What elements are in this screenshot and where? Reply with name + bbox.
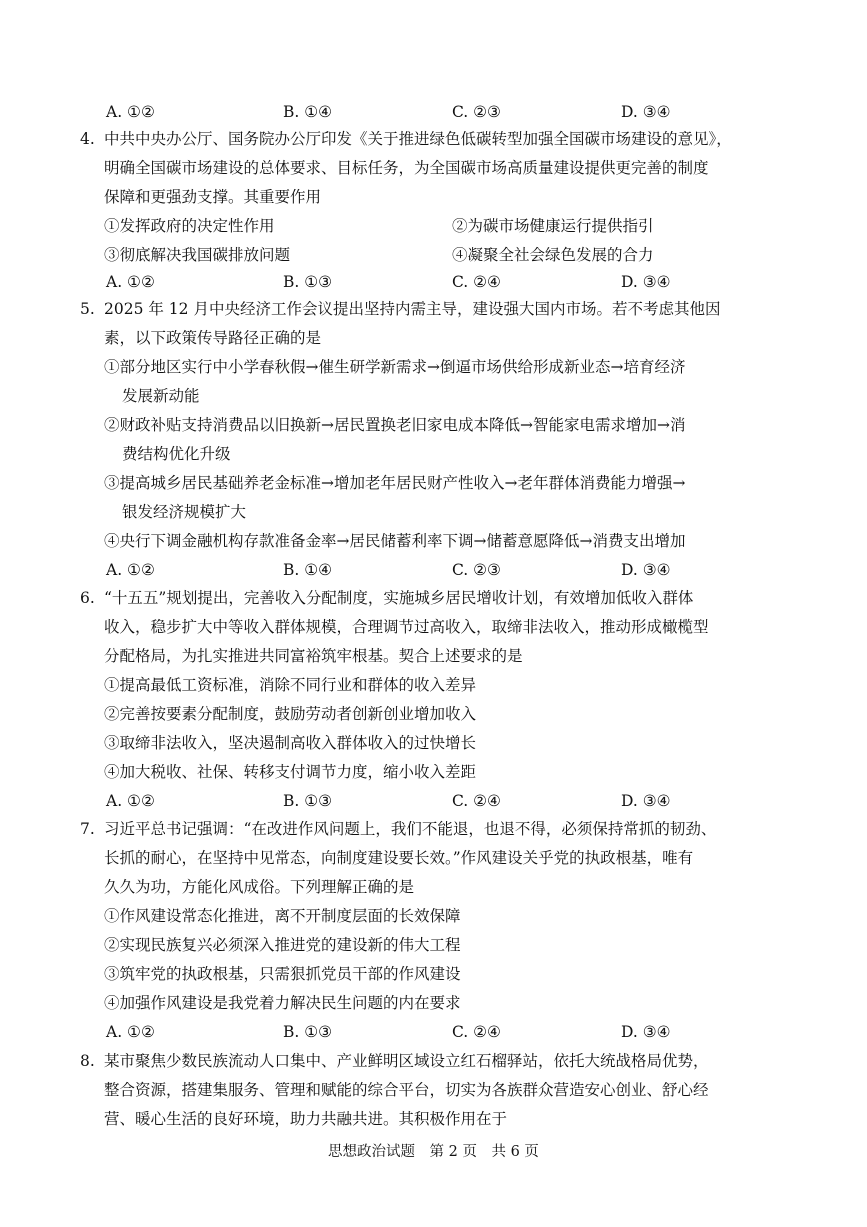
q7-option-a: A. ①② xyxy=(106,1023,155,1041)
q4-option-d: D. ③④ xyxy=(621,273,671,291)
q8-stem-line-1: 某市聚焦少数民族流动人口集中、产业鲜明区域设立红石榴驿站，依托大统战格局优势， xyxy=(104,1052,709,1070)
q6-statement-1: ①提高最低工资标准，消除不同行业和群体的收入差异 xyxy=(104,676,477,694)
q4-number: 4. xyxy=(80,130,95,148)
q8-stem-line-3: 营、暖心生活的良好环境，助力共融共进。其积极作用在于 xyxy=(104,1110,508,1128)
q7-option-c: C. ②④ xyxy=(452,1023,501,1041)
q6-number: 6. xyxy=(80,589,95,607)
q7-stem-line-2: 长抓的耐心，在坚持中见常态，向制度建设要长效。”作风建设关乎党的执政根基，唯有 xyxy=(104,849,694,867)
q4-stem-line-1: 中共中央办公厅、国务院办公厅印发《关于推进绿色低碳转型加强全国碳市场建设的意见》， xyxy=(104,130,732,148)
q7-statement-2: ②实现民族复兴必须深入推进党的建设新的伟大工程 xyxy=(104,936,461,954)
q5-option-b: B. ①④ xyxy=(283,561,333,579)
q3-option-d: D. ③④ xyxy=(621,103,671,121)
q5-stem-line-1: 2025 年 12 月中央经济工作会议提出坚持内需主导，建设强大国内市场。若不考虑其他因 xyxy=(104,300,721,318)
q5-option-a: A. ①② xyxy=(106,561,155,579)
q5-statement-1-line-1: ①部分地区实行中小学春秋假→催生研学新需求→倒逼市场供给形成新业态→培育经济 xyxy=(104,358,686,376)
q4-statement-4: ④凝聚全社会绿色发展的合力 xyxy=(452,246,654,264)
q7-option-b: B. ①③ xyxy=(283,1023,333,1041)
q6-option-a: A. ①② xyxy=(106,792,155,810)
q5-option-c: C. ②③ xyxy=(452,561,501,579)
q4-stem-line-3: 保障和更强劲支撑。其重要作用 xyxy=(104,188,322,206)
q4-statement-3: ③彻底解决我国碳排放问题 xyxy=(104,246,291,264)
q8-stem-line-2: 整合资源，搭建集服务、管理和赋能的综合平台，切实为各族群众营造安心创业、舒心经 xyxy=(104,1081,709,1099)
q5-statement-2-line-2: 费结构优化升级 xyxy=(122,445,231,463)
q6-stem-line-3: 分配格局，为扎实推进共同富裕筑牢根基。契合上述要求的是 xyxy=(104,647,523,665)
q4-option-b: B. ①③ xyxy=(283,273,333,291)
q7-statement-4: ④加强作风建设是我党着力解决民生问题的内在要求 xyxy=(104,994,461,1012)
q6-option-c: C. ②④ xyxy=(452,792,501,810)
q6-stem-line-1: “十五五”规划提出，完善收入分配制度，实施城乡居民增收计划，有效增加低收入群体 xyxy=(104,589,694,607)
q7-option-d: D. ③④ xyxy=(621,1023,671,1041)
q8-number: 8. xyxy=(80,1052,95,1070)
q3-option-b: B. ①④ xyxy=(283,103,333,121)
q5-number: 5. xyxy=(80,300,95,318)
q4-stem-line-2: 明确全国碳市场建设的总体要求、目标任务，为全国碳市场高质量建设提供更完善的制度 xyxy=(104,159,709,177)
q4-option-c: C. ②④ xyxy=(452,273,501,291)
q6-statement-3: ③取缔非法收入，坚决遏制高收入群体收入的过快增长 xyxy=(104,734,477,752)
q5-stem-line-2: 素，以下政策传导路径正确的是 xyxy=(104,329,322,347)
q5-option-d: D. ③④ xyxy=(621,561,671,579)
q7-number: 7. xyxy=(80,820,95,838)
page-footer: 思想政治试题 第 2 页 共 6 页 xyxy=(328,1144,539,1160)
q6-stem-line-2: 收入，稳步扩大中等收入群体规模，合理调节过高收入，取缔非法收入，推动形成橄榄型 xyxy=(104,618,709,636)
q6-statement-4: ④加大税收、社保、转移支付调节力度，缩小收入差距 xyxy=(104,763,477,781)
q6-option-d: D. ③④ xyxy=(621,792,671,810)
q3-option-c: C. ②③ xyxy=(452,103,501,121)
q6-statement-2: ②完善按要素分配制度，鼓励劳动者创新创业增加收入 xyxy=(104,705,477,723)
q4-statement-2: ②为碳市场健康运行提供指引 xyxy=(452,217,654,235)
q7-stem-line-1: 习近平总书记强调：“在改进作风问题上，我们不能退，也退不得，必须保持常抓的韧劲、 xyxy=(104,820,717,838)
q7-stem-line-3: 久久为功，方能化风成俗。下列理解正确的是 xyxy=(104,878,415,896)
q6-option-b: B. ①③ xyxy=(283,792,333,810)
q4-option-a: A. ①② xyxy=(106,273,155,291)
q5-statement-3-line-1: ③提高城乡居民基础养老金标准→增加老年居民财产性收入→老年群体消费能力增强→ xyxy=(104,474,686,492)
q5-statement-4: ④央行下调金融机构存款准备金率→居民储蓄利率下调→储蓄意愿降低→消费支出增加 xyxy=(104,532,686,550)
q3-option-a: A. ①② xyxy=(106,103,155,121)
q5-statement-3-line-2: 银发经济规模扩大 xyxy=(122,503,247,521)
q7-statement-1: ①作风建设常态化推进，离不开制度层面的长效保障 xyxy=(104,907,461,925)
q5-statement-2-line-1: ②财政补贴支持消费品以旧换新→居民置换老旧家电成本降低→智能家电需求增加→消 xyxy=(104,416,686,434)
q4-statement-1: ①发挥政府的决定性作用 xyxy=(104,217,275,235)
q5-statement-1-line-2: 发展新动能 xyxy=(122,387,200,405)
q7-statement-3: ③筑牢党的执政根基，只需狠抓党员干部的作风建设 xyxy=(104,965,461,983)
